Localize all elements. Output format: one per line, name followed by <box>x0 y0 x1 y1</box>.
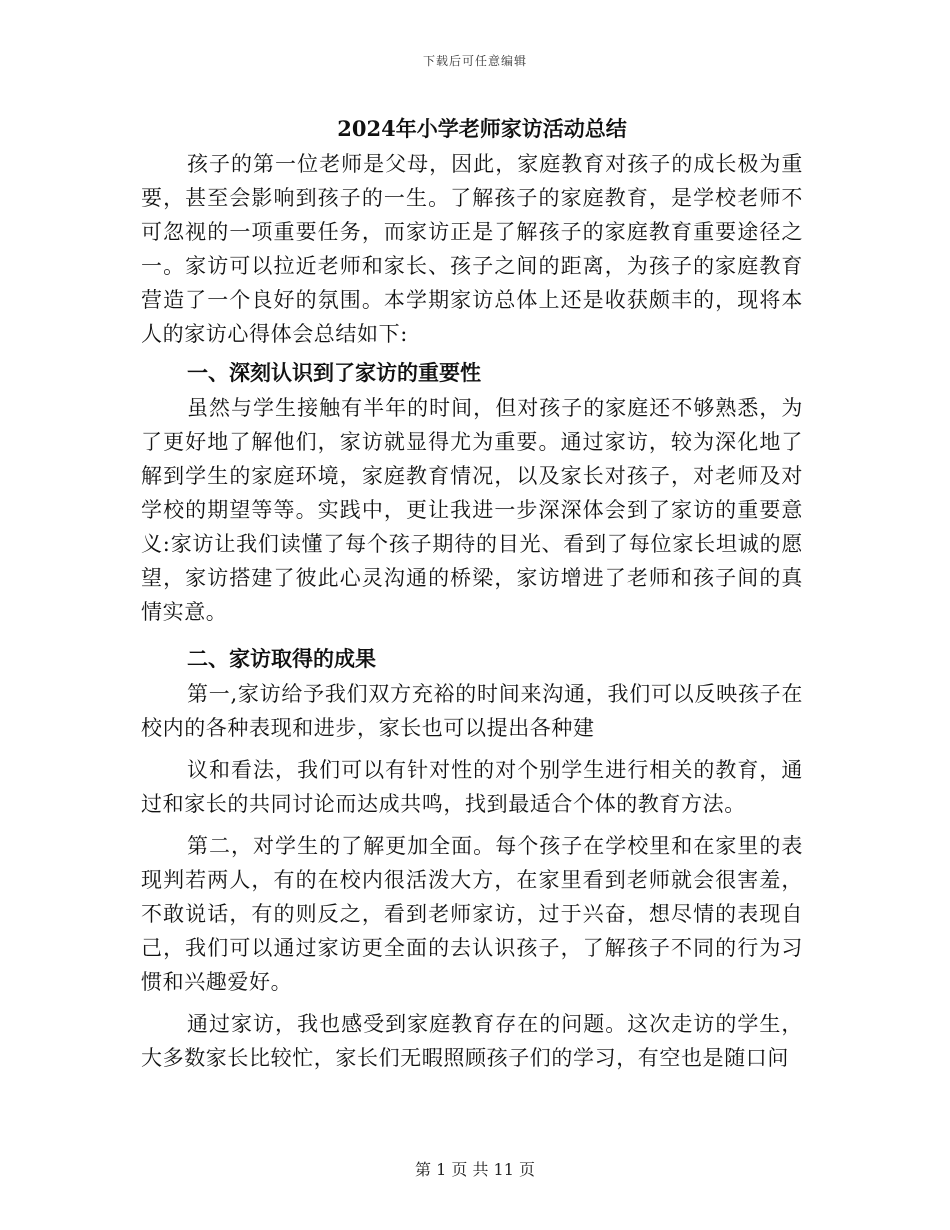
spacer <box>141 821 803 829</box>
page-footer: 第 1 页 共 11 页 <box>415 1160 535 1179</box>
results-paragraph-2: 议和看法，我们可以有针对性的对个别学生进行相关的教育，通过和家长的共同讨论而达成共鸣，找到最适合个体的教育方法。 <box>141 758 803 816</box>
intro-paragraph: 孩子的第一位老师是父母，因此，家庭教育对孩子的成长极为重要，甚至会影响到孩子的一生。了解孩子的家庭教育，是学校老师不可忽视的一项重要任务，而家访正是了解孩子的家庭教育重要途径之一。家访可以拉近老师和家长、孩子之间的距离，为孩子的家庭教育营造了一个良好的氛围。本学期家访总体上还是收获颇丰的，现将本人的家访心得体会总结如下: <box>141 152 803 346</box>
document-body <box>141 113 803 1075</box>
section-heading-importance: 一、深刻认识到了家访的重要性 <box>187 360 481 385</box>
results-paragraph-3: 第二，对学生的了解更加全面。每个孩子在学校里和在家里的表现判若两人，有的在校内很活泼大方，在家里看到老师就会很害羞，不敢说话，有的则反之，看到老师家访，过于兴奋，想尽情的表现自己，我们可以通过家访更全面的去认识孩子，了解孩子不同的行为习惯和兴趣爱好。 <box>141 834 803 994</box>
results-paragraph-4: 通过家访，我也感受到家庭教育存在的问题。这次走访的学生，大多数家长比较忙，家长们无暇照顾孩子们的学习，有空也是随口问 <box>141 1012 803 1070</box>
document-title: 2024年小学老师家访活动总结 <box>337 116 627 141</box>
section1-paragraph: 虽然与学生接触有半年的时间，但对孩子的家庭还不够熟悉，为了更好地了解他们，家访就显得尤为重要。通过家访，较为深化地了解到学生的家庭环境，家庭教育情况，以及家长对孩子，对老师及对学校的期望等等。实践中，更让我进一步深深体会到了家访的重要意义:家访让我们读懂了每个孩子期待的目光、看到了每位家长坦诚的愿望，家访搭建了彼此心灵沟通的桥梁，家访增进了老师和孩子间的真情实意。 <box>141 396 803 624</box>
section-heading-results: 二、家访取得的成果 <box>187 646 376 671</box>
results-paragraph-1: 第一,家访给予我们双方充裕的时间来沟通，我们可以反映孩子在校内的各种表现和进步，家长也可以提出各种建 <box>141 682 803 740</box>
spacer <box>141 999 803 1007</box>
spacer <box>141 745 803 753</box>
header-note: 下载后可任意编辑 <box>422 54 527 68</box>
spacer <box>141 629 803 637</box>
